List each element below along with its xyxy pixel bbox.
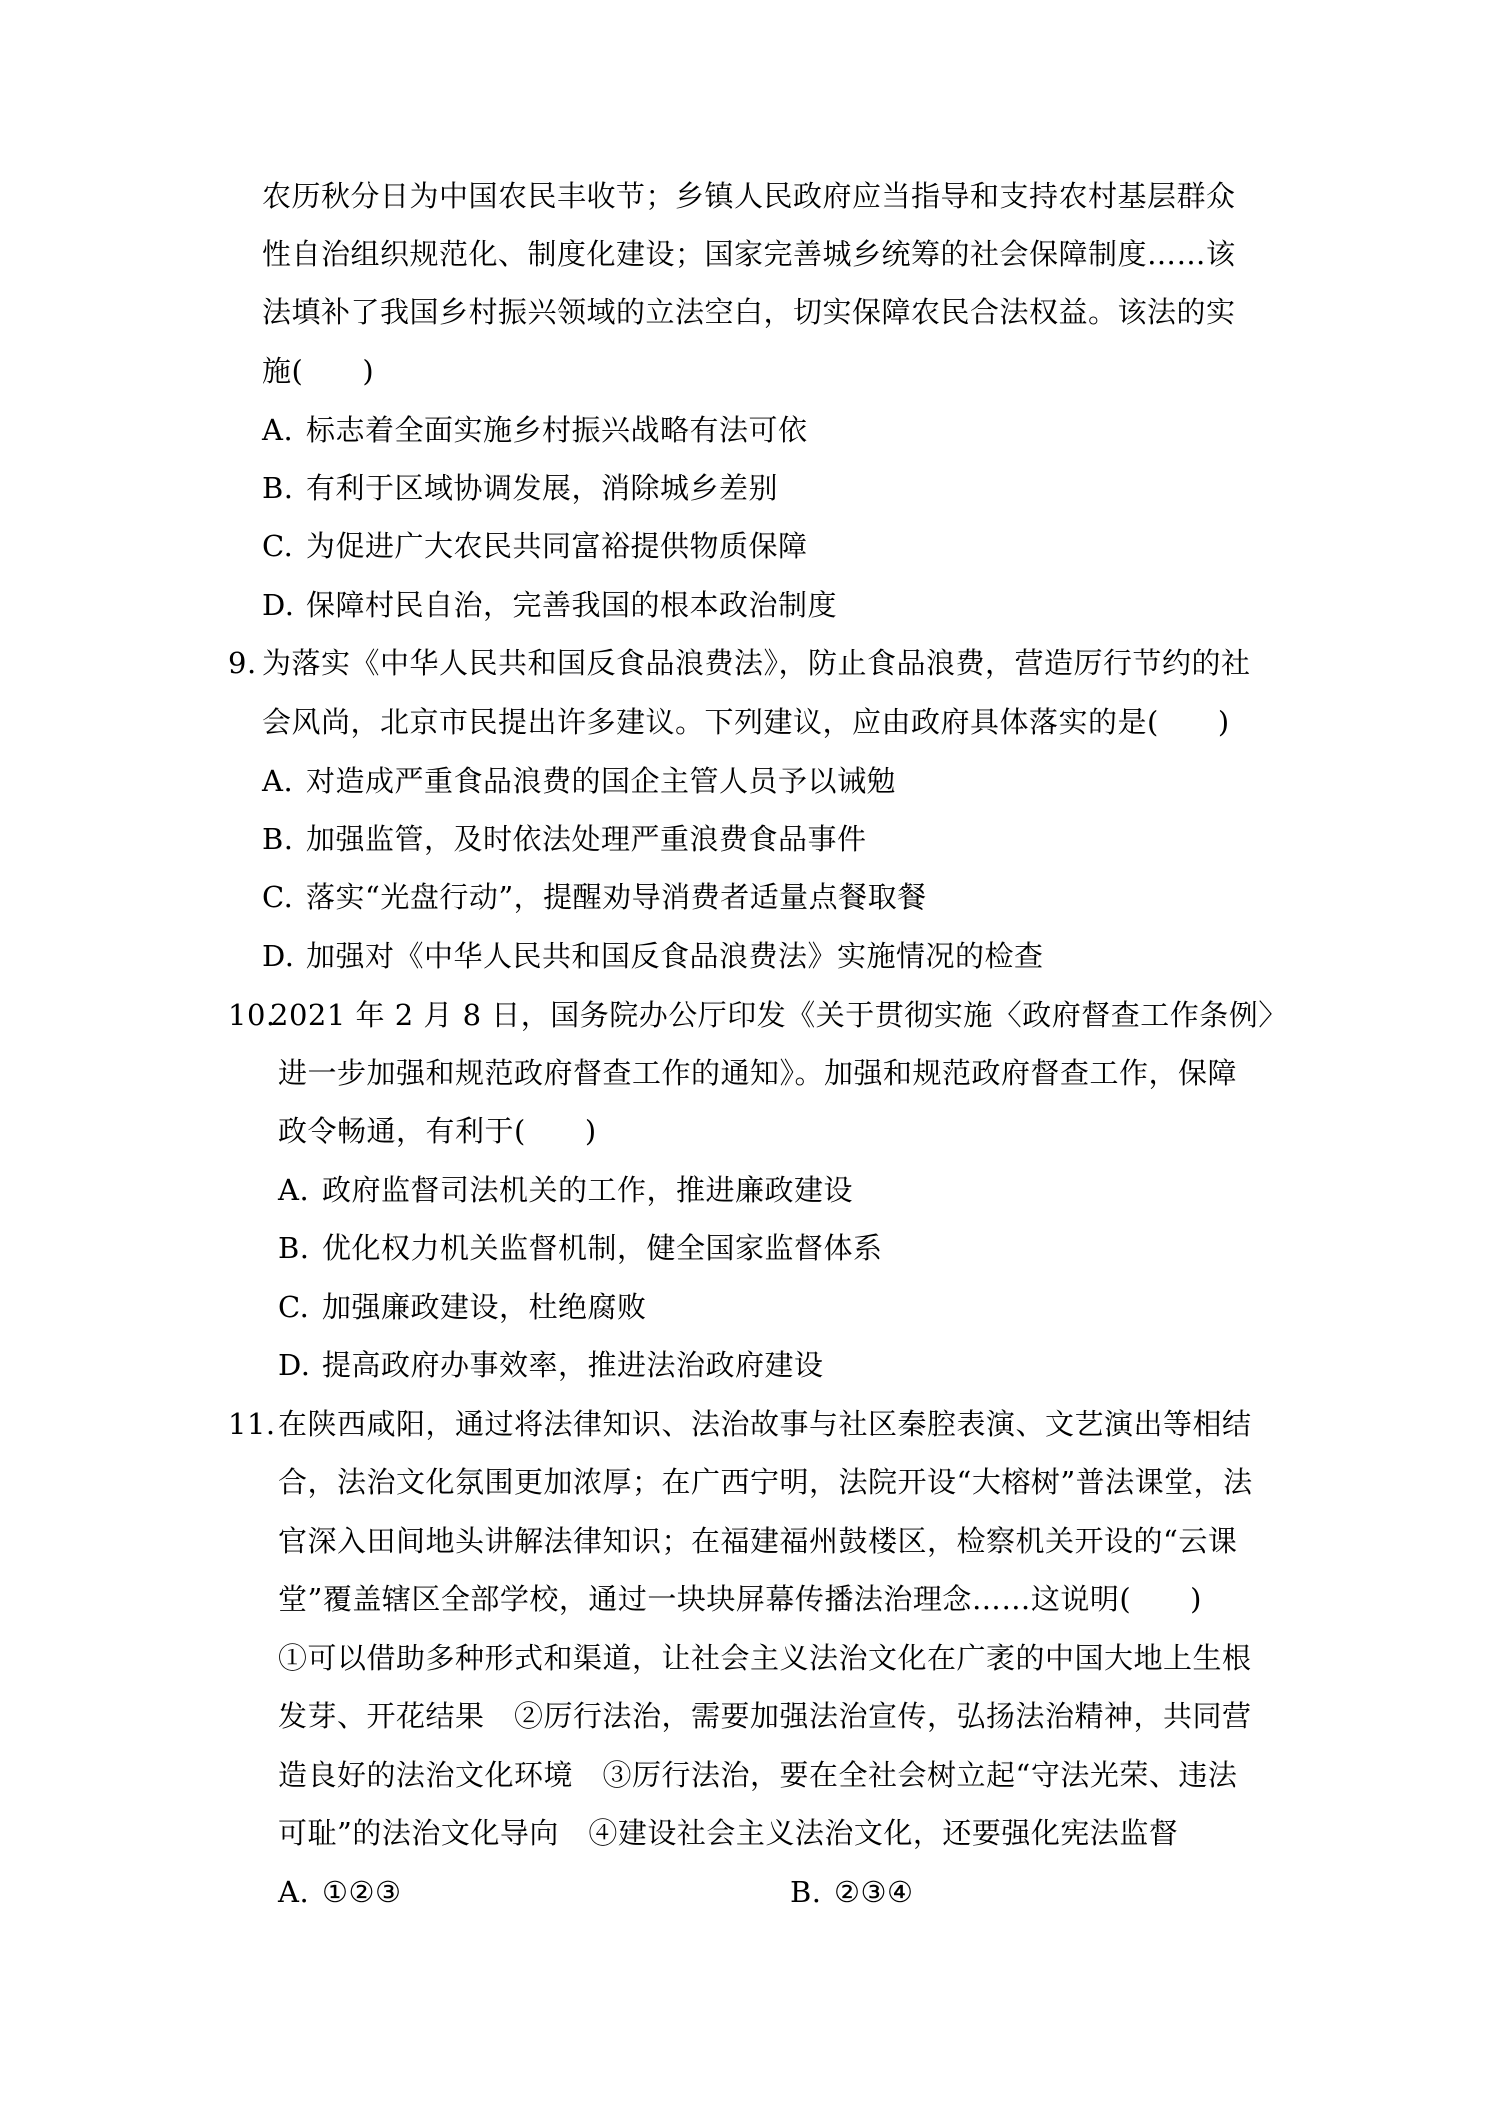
option-text: 加强对《中华人民共和国反食品浪费法》实施情况的检查 xyxy=(306,939,1044,973)
q11-statements-line-1: ①可以借助多种形式和渠道，让社会主义法治文化在广袤的中国大地上生根 xyxy=(278,1641,1252,1675)
option-letter: A. xyxy=(278,1875,310,1909)
q11-option-b[interactable] xyxy=(790,1872,914,1912)
q11-statements-line-4: 可耻”的法治文化导向 ④建设社会主义法治文化，还要强化宪法监督 xyxy=(278,1816,1179,1850)
option-letter: B. xyxy=(262,471,294,505)
q8-option-d[interactable] xyxy=(262,585,837,625)
option-letter: B. xyxy=(790,1875,822,1909)
q10-number: 10. xyxy=(228,998,276,1032)
option-text: 保障村民自治，完善我国的根本政治制度 xyxy=(306,588,838,622)
option-text: 优化权力机关监督机制，健全国家监督体系 xyxy=(322,1231,883,1265)
q9-option-d[interactable] xyxy=(262,936,1044,976)
option-letter: D. xyxy=(262,939,295,973)
q10-stem-line-1: 2021 年 2 月 8 日，国务院办公厅印发《关于贯彻实施〈政府督查工作条例〉 xyxy=(270,998,1288,1032)
q8-stem-line-2: 性自治组织规范化、制度化建设；国家完善城乡统筹的社会保障制度……该 xyxy=(262,237,1236,271)
option-letter: C. xyxy=(262,529,294,563)
q8-stem-line-3: 法填补了我国乡村振兴领域的立法空白，切实保障农民合法权益。该法的实 xyxy=(262,295,1236,329)
q8-option-c[interactable] xyxy=(262,526,808,566)
q8-stem-line-4: 施( ) xyxy=(262,354,375,388)
q11-statements-line-2: 发芽、开花结果 ②厉行法治，需要加强法治宣传，弘扬法治精神，共同营 xyxy=(278,1699,1252,1733)
q9-option-b[interactable] xyxy=(262,819,867,859)
q10-option-a[interactable] xyxy=(278,1170,853,1210)
option-text: 加强廉政建设，杜绝腐败 xyxy=(322,1290,647,1324)
q10-option-d[interactable] xyxy=(278,1345,824,1385)
option-letter: A. xyxy=(262,413,294,447)
option-text: 为促进广大农民共同富裕提供物质保障 xyxy=(306,529,808,563)
option-text: ②③④ xyxy=(834,1875,914,1909)
option-text: 标志着全面实施乡村振兴战略有法可依 xyxy=(306,413,808,447)
q9-stem-line-2: 会风尚，北京市民提出许多建议。下列建议，应由政府具体落实的是( ) xyxy=(262,705,1230,739)
q9-option-c[interactable] xyxy=(262,877,927,917)
q11-option-a[interactable] xyxy=(278,1872,402,1912)
option-text: 有利于区域协调发展，消除城乡差别 xyxy=(306,471,779,505)
option-letter: A. xyxy=(278,1173,310,1207)
option-text: ①②③ xyxy=(322,1875,402,1909)
q11-stem-line-3: 官深入田间地头讲解法律知识；在福建福州鼓楼区，检察机关开设的“云课 xyxy=(278,1524,1238,1558)
q11-stem-line-2: 合，法治文化氛围更加浓厚；在广西宁明，法院开设“大榕树”普法课堂，法 xyxy=(278,1465,1253,1499)
q8-stem-line-1: 农历秋分日为中国农民丰收节；乡镇人民政府应当指导和支持农村基层群众 xyxy=(262,179,1236,213)
q8-option-a[interactable] xyxy=(262,410,808,450)
q10-stem-line-2: 进一步加强和规范政府督查工作的通知》。加强和规范政府督查工作，保障 xyxy=(278,1056,1238,1090)
q11-stem-line-1: 在陕西咸阳，通过将法律知识、法治故事与社区秦腔表演、文艺演出等相结 xyxy=(278,1407,1252,1441)
option-letter: D. xyxy=(278,1348,311,1382)
q10-stem-line-3: 政令畅通，有利于( ) xyxy=(278,1114,597,1148)
q11-number: 11. xyxy=(228,1407,276,1441)
q11-statements-line-3: 造良好的法治文化环境 ③厉行法治，要在全社会树立起“守法光荣、违法 xyxy=(278,1758,1238,1792)
option-letter: B. xyxy=(278,1231,310,1265)
option-letter: A. xyxy=(262,764,294,798)
q9-number: 9. xyxy=(228,646,257,680)
q10-option-c[interactable] xyxy=(278,1287,647,1327)
q10-option-b[interactable] xyxy=(278,1228,883,1268)
option-letter: C. xyxy=(262,880,294,914)
option-letter: D. xyxy=(262,588,295,622)
option-text: 加强监管，及时依法处理严重浪费食品事件 xyxy=(306,822,867,856)
q11-stem-line-4: 堂”覆盖辖区全部学校，通过一块块屏幕传播法治理念……这说明( ) xyxy=(278,1582,1202,1616)
option-text: 政府监督司法机关的工作，推进廉政建设 xyxy=(322,1173,854,1207)
q9-option-a[interactable] xyxy=(262,761,896,801)
option-text: 落实“光盘行动”，提醒劝导消费者适量点餐取餐 xyxy=(306,880,927,914)
option-letter: C. xyxy=(278,1290,310,1324)
option-text: 提高政府办事效率，推进法治政府建设 xyxy=(322,1348,824,1382)
option-text: 对造成严重食品浪费的国企主管人员予以诫勉 xyxy=(306,764,897,798)
q8-option-b[interactable] xyxy=(262,468,778,508)
option-letter: B. xyxy=(262,822,294,856)
q9-stem-line-1: 为落实《中华人民共和国反食品浪费法》，防止食品浪费，营造厉行节约的社 xyxy=(262,646,1251,680)
